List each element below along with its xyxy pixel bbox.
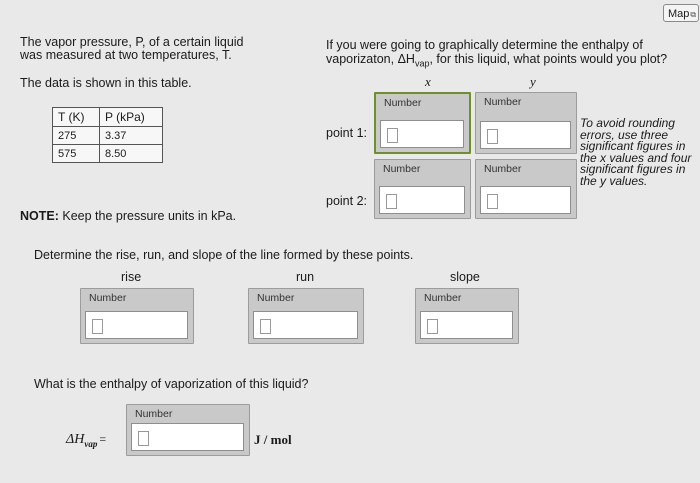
enthalpy-input[interactable] bbox=[131, 423, 244, 451]
table-cell: 3.37 bbox=[100, 127, 163, 145]
enthalpy-field[interactable] bbox=[126, 404, 250, 456]
number-label: Number bbox=[383, 163, 421, 175]
run-field[interactable] bbox=[248, 288, 364, 344]
hint-line: To avoid rounding bbox=[580, 116, 675, 130]
data-intro: The data is shown in this table. bbox=[20, 76, 192, 90]
point-2-x-input[interactable] bbox=[379, 186, 465, 214]
point-1-x-input[interactable] bbox=[380, 120, 464, 148]
enthalpy-label-sub: vap bbox=[84, 438, 98, 449]
x-column-header: x bbox=[425, 74, 431, 89]
run-input[interactable] bbox=[253, 311, 358, 339]
enthalpy-label bbox=[66, 432, 106, 449]
enthalpy-unit: J / mol bbox=[254, 432, 292, 447]
slope-input[interactable] bbox=[420, 311, 513, 339]
run-label: run bbox=[296, 270, 315, 284]
note bbox=[20, 209, 236, 223]
col-header-pressure: P (kPa) bbox=[100, 108, 163, 127]
rise-field[interactable] bbox=[80, 288, 194, 344]
point-2-y-input[interactable] bbox=[480, 186, 571, 214]
table-cell: 575 bbox=[53, 145, 100, 163]
hint-line: significant figures in bbox=[580, 162, 686, 176]
y-column-header: y bbox=[530, 74, 536, 89]
hint-line: errors, use three bbox=[580, 127, 669, 142]
point-2-label: point 2: bbox=[326, 194, 368, 208]
rise-label: rise bbox=[121, 270, 142, 284]
question-line-2 bbox=[326, 52, 667, 71]
col-header-temperature: T (K) bbox=[53, 108, 100, 127]
table-row bbox=[53, 145, 163, 163]
hint-line: the y values. bbox=[580, 173, 648, 188]
intro-line-1: The vapor pressure, P, of a certain liquid bbox=[20, 35, 244, 49]
number-label: Number bbox=[89, 292, 127, 304]
point-2-y-field[interactable] bbox=[475, 159, 577, 219]
slope-prompt: Determine the rise, run, and slope of the line formed by these points. bbox=[34, 248, 414, 262]
question-line-2-sub: vap bbox=[414, 58, 430, 69]
table-cell: 275 bbox=[53, 127, 100, 145]
point-1-x-field[interactable] bbox=[374, 92, 471, 154]
number-label: Number bbox=[484, 96, 522, 108]
number-label: Number bbox=[484, 163, 522, 175]
note-text: Keep the pressure units in kPa. bbox=[58, 209, 237, 223]
number-label: Number bbox=[135, 408, 173, 420]
hint-line: significant figures in bbox=[580, 139, 686, 153]
question-line-2-suffix: , for this liquid, what points would you plot? bbox=[429, 52, 668, 66]
question-line-1: If you were going to graphically determine the enthalpy of bbox=[326, 38, 643, 52]
enthalpy-label-main: ΔH bbox=[66, 432, 85, 447]
point-1-y-input[interactable] bbox=[480, 121, 571, 149]
slope-label: slope bbox=[450, 270, 480, 284]
map-button-label: Map bbox=[668, 8, 690, 20]
table-row bbox=[53, 127, 163, 145]
map-button[interactable] bbox=[663, 4, 699, 22]
slope-field[interactable] bbox=[415, 288, 519, 344]
point-2-x-field[interactable] bbox=[374, 159, 471, 219]
note-label: NOTE: bbox=[20, 209, 59, 223]
equals-sign: = bbox=[99, 432, 107, 446]
intro-line-2: was measured at two temperatures, T. bbox=[20, 48, 232, 62]
enthalpy-prompt: What is the enthalpy of vaporization of this liquid? bbox=[34, 377, 309, 391]
question-line-2-prefix: vaporizaton, ΔH bbox=[326, 52, 415, 66]
external-link-icon: ⧉ bbox=[690, 10, 697, 19]
point-1-y-field[interactable] bbox=[475, 92, 577, 154]
point-1-label: point 1: bbox=[326, 126, 368, 140]
data-table bbox=[52, 107, 163, 163]
table-header-row bbox=[53, 108, 163, 127]
number-label: Number bbox=[424, 292, 462, 304]
number-label: Number bbox=[257, 292, 295, 304]
number-label: Number bbox=[384, 97, 422, 109]
rounding-hint bbox=[580, 118, 691, 187]
hint-line: the x values and four bbox=[580, 150, 692, 165]
table-cell: 8.50 bbox=[100, 145, 163, 163]
rise-input[interactable] bbox=[85, 311, 188, 339]
